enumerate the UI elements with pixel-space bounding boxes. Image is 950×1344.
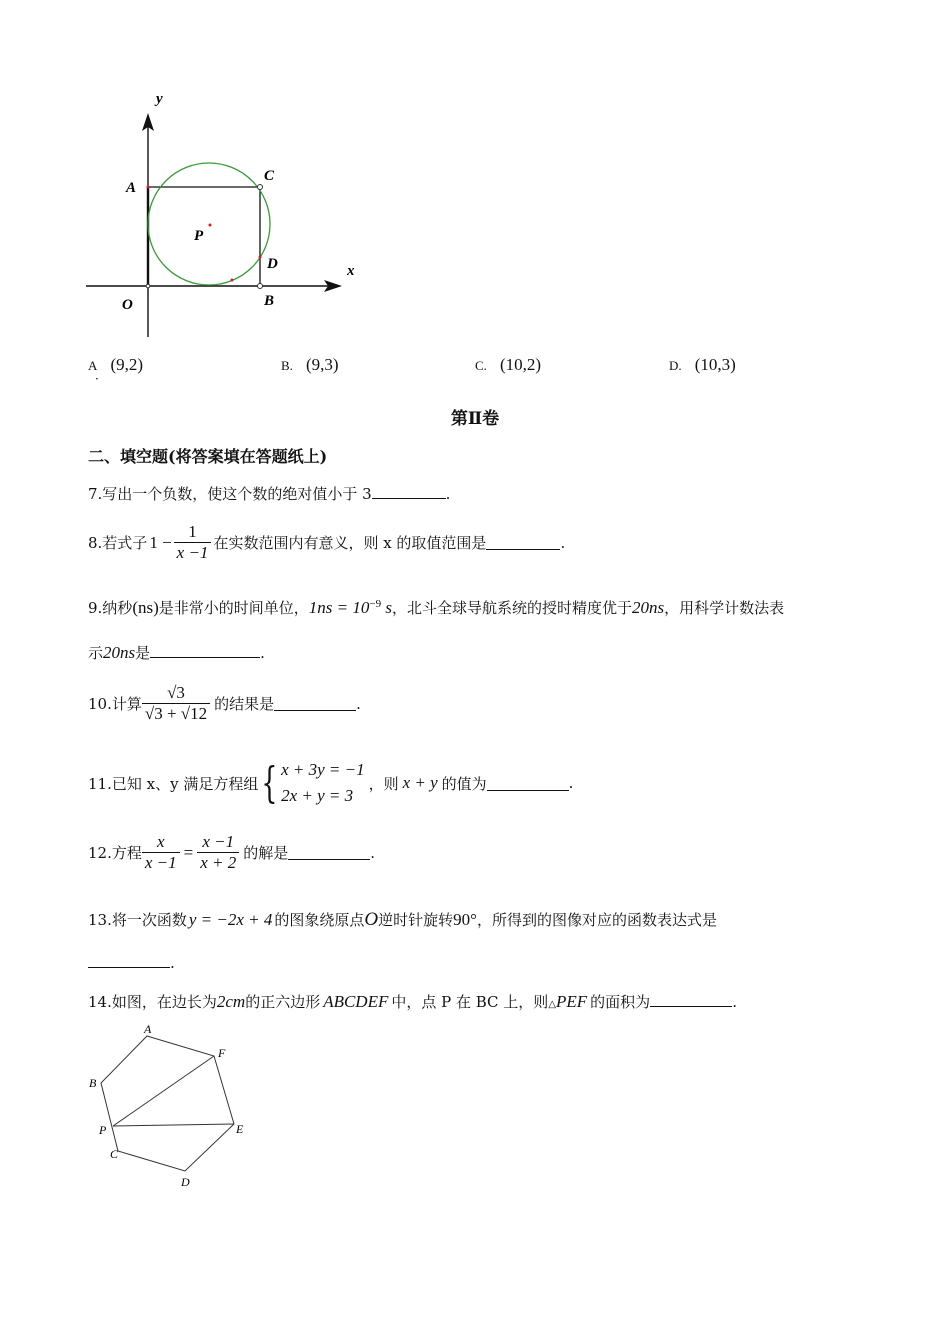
label-B: B (264, 293, 275, 309)
q9-c: ，北斗全球导航系统的授时精度优于 (391, 599, 632, 617)
label-O: O (122, 297, 133, 313)
q12-right-numerator: x −1 (202, 832, 235, 851)
q12-fraction-right (197, 832, 239, 873)
question-9-line2 (88, 642, 265, 663)
point-B (258, 284, 263, 289)
q12-prefix: 12.方程 (88, 844, 142, 862)
q14-len: 2cm (216, 992, 246, 1011)
q8-fraction (174, 522, 212, 563)
q9-eq-s: s (381, 598, 392, 617)
q10-end: . (356, 694, 361, 713)
q11-eq1: x + 3y = −1 (281, 760, 365, 779)
option-c-letter: C. (475, 358, 487, 373)
q14-blank[interactable] (650, 992, 732, 1007)
q10-denominator: √3 + √12 (142, 703, 210, 724)
q14-b: 的正六边形 (245, 993, 321, 1011)
q7-end: . (445, 485, 451, 503)
question-12 (88, 832, 375, 873)
question-13-line2 (88, 953, 175, 972)
q9-b: 是非常小的时间单位， (158, 599, 309, 617)
coordinate-figure (80, 85, 370, 345)
q13-func: y = −2x + 4 (188, 910, 273, 929)
volume-title: 第Ⅱ卷 (450, 409, 500, 429)
section-title: 二、填空题(将答案填在答题纸上) (88, 447, 328, 466)
q14-d: 的面积为 (590, 993, 651, 1011)
label-x: x (347, 263, 355, 279)
q8-suffix: 在实数范围内有意义，则 x 的取值范围是 (213, 534, 487, 552)
label-D: D (267, 256, 278, 272)
q12-blank[interactable] (288, 845, 370, 860)
q9-exp: −9 (369, 598, 382, 610)
q13-blank[interactable] (88, 953, 170, 968)
q11-expr: x + y (402, 773, 438, 792)
q11-system (281, 757, 365, 809)
q8-one: 1 − (149, 532, 172, 552)
point-D (259, 256, 262, 259)
label-P: P (194, 228, 204, 244)
option-d-letter: D. (669, 358, 682, 373)
question-14 (88, 991, 737, 1012)
option-c-value: (10,2) (500, 355, 542, 374)
option-b (281, 355, 339, 375)
q8-numerator: 1 (188, 522, 197, 541)
q10-prefix: 10.计算 (88, 695, 142, 713)
q9-d: ，用科学计数法表 (664, 599, 785, 617)
q13-deg: 90° (453, 910, 477, 929)
label-A: A (126, 180, 137, 196)
question-13-line1 (88, 909, 717, 931)
q14-a: 14.如图，在边长为 (88, 993, 217, 1011)
q10-fraction (142, 683, 210, 724)
point-A (147, 186, 150, 189)
q9-val-2: 20ns (103, 643, 136, 662)
question-10 (88, 683, 361, 724)
q14-tri: PEF (556, 992, 588, 1011)
q12-left-numerator: x (156, 832, 165, 851)
question-7 (88, 483, 450, 504)
q12-end: . (370, 843, 376, 862)
q11-suffix: 的值为 (441, 774, 487, 793)
label-C: C (264, 168, 275, 184)
q12-equals: = (183, 842, 194, 862)
q14-c: 中，点 P 在 BC 上，则 (391, 993, 549, 1011)
label-y: y (156, 91, 163, 107)
segment-PF (113, 1056, 214, 1126)
option-d (669, 355, 736, 375)
hex-label-E: E (236, 1122, 244, 1136)
q12-left-denominator: x −1 (142, 852, 180, 873)
q9-end: . (260, 644, 265, 662)
question-9-line1 (88, 597, 784, 618)
q9-line2-a: 示 (88, 644, 104, 662)
q10-suffix: 的结果是 (214, 695, 275, 713)
option-d-value: (10,3) (694, 355, 736, 374)
option-a-letter: A (88, 358, 98, 373)
q9-blank[interactable] (150, 643, 260, 658)
option-c (475, 355, 541, 375)
q13-c: 逆时针旋转 (378, 911, 454, 929)
q13-o: O (364, 909, 379, 930)
q12-fraction-left (142, 832, 180, 873)
hexagon-figure (80, 1020, 260, 1195)
q8-blank[interactable] (486, 535, 560, 550)
q14-tri-symbol: △ (548, 999, 557, 1010)
q14-end: . (732, 993, 737, 1011)
q13-d: ，所得到的图像对应的函数表达式是 (476, 911, 717, 929)
q13-b: 的图象绕原点 (274, 911, 365, 929)
q13-end: . (170, 954, 175, 972)
q12-suffix: 的解是 (243, 844, 289, 862)
point-C (258, 185, 263, 190)
hex-label-B: B (89, 1076, 97, 1090)
q7-text: 7.写出一个负数，使这个数的绝对值小于 3 (88, 485, 372, 503)
q8-prefix: 8.若式子 (88, 534, 148, 552)
q10-blank[interactable] (274, 696, 356, 711)
hex-label-F: F (218, 1046, 226, 1060)
q9-eq: 1ns = 10 (308, 598, 370, 617)
q9-val: 20ns (631, 598, 665, 617)
q11-end: . (568, 774, 574, 792)
q13-a: 13.将一次函数 (88, 911, 187, 929)
point-O (146, 284, 150, 288)
q11-middle: ，则 (368, 774, 399, 793)
question-11 (88, 757, 573, 809)
segment-PE (113, 1124, 234, 1126)
q14-hex: ABCDEF (323, 992, 389, 1011)
q10-numerator: √3 (167, 683, 185, 702)
option-b-value: (9,3) (306, 355, 339, 374)
q11-eq2: 2x + y = 3 (281, 786, 354, 805)
hex-label-P: P (99, 1123, 107, 1137)
q9-a: 9.纳秒 (88, 599, 133, 617)
q11-brace: { (261, 758, 278, 807)
hex-label-A: A (144, 1022, 152, 1036)
q11-prefix: 11.已知 x、y 满足方程组 (88, 774, 259, 793)
q8-end: . (560, 533, 566, 552)
q12-right-denominator: x + 2 (197, 852, 239, 873)
option-a-value: (9,2) (110, 355, 144, 374)
point-tangent (231, 279, 234, 282)
option-a-dot: · (95, 372, 99, 386)
q9-line2-b: 是 (135, 644, 151, 662)
q11-blank[interactable] (487, 776, 569, 791)
option-b-letter: B. (281, 358, 293, 373)
q8-denominator: x −1 (174, 542, 212, 563)
point-P (209, 224, 212, 227)
hex-label-C: C (110, 1147, 119, 1161)
hex-label-D: D (181, 1175, 190, 1189)
q7-blank[interactable] (372, 484, 446, 499)
q9-ns-paren: (ns) (132, 598, 159, 617)
question-8 (88, 522, 565, 563)
